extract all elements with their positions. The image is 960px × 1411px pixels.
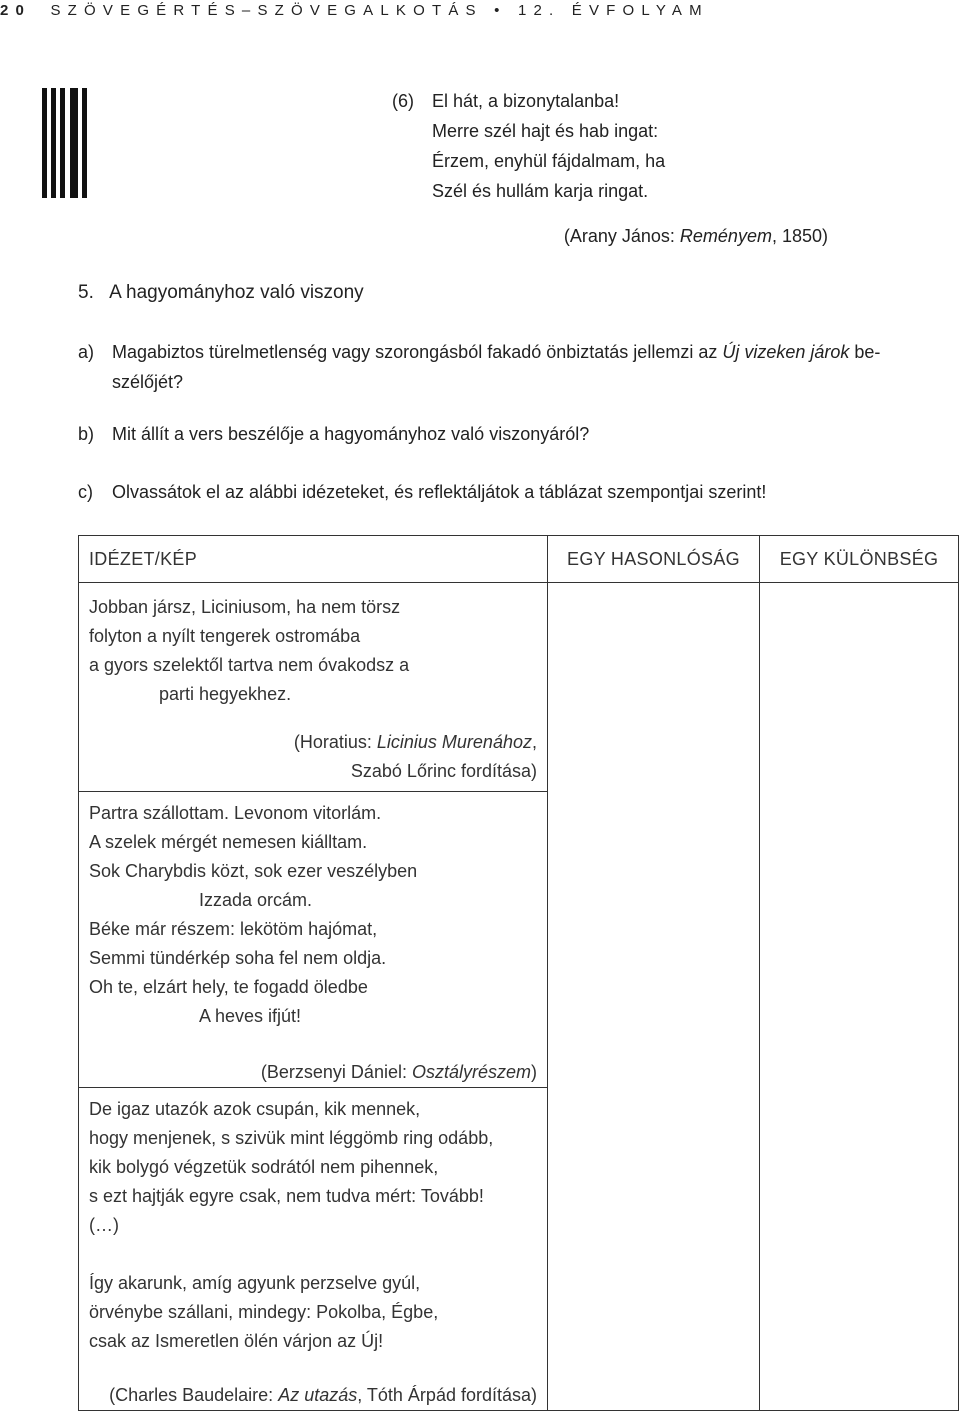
stanza-line: Szél és hullám karja ringat. (432, 181, 649, 201)
section-heading (78, 282, 364, 304)
stanza-number: (6) (392, 91, 414, 111)
stanza-line: Érzem, enyhül fájdalmam, ha (432, 151, 666, 171)
running-title: SZÖVEGÉRTÉS–SZÖVEGALKOTÁS • 12. ÉVFOLYAM (50, 2, 709, 19)
citation-title: Reményem (679, 226, 772, 246)
question-c: c) Olvassátok el az alábbi idézeteket, és reflektáljátok a táblázat szempontjai szerint! (78, 477, 958, 507)
question-b: b) Mit állít a vers beszélője a hagyományhoz való viszonyáról? (78, 419, 958, 449)
question-label: c) (78, 482, 93, 502)
column-header-similarity: EGY HASONLÓSÁG (548, 536, 760, 583)
section-title: A hagyományhoz való viszony (109, 282, 364, 303)
table-row (79, 583, 959, 792)
running-header (0, 2, 709, 19)
table-header-row (79, 536, 959, 583)
column-header-quote: IDÉZET/KÉP (79, 536, 548, 583)
quote-cell-horatius: Jobban jársz, Liciniusom, ha nem törsz folyton a nyílt tengerek ostromába a gyors szelektől tartva nem óvakodsz a parti hegyekhez. (Horatius: Licinius Murenához, Szabó Lőrinc fordítása) (79, 583, 548, 792)
answer-cell-difference[interactable] (760, 583, 959, 1411)
quote-cell-berzsenyi: Partra szállottam. Levonom vitorlám. A szelek mérgét nemesen kiálltam. Sok Charybdis közt, sok ezer veszélyben Izzada orcám. Béke már részem: lekötöm hajómat, Semmi tündérkép soha fel nem oldja. Oh te, elzárt hely, te fogadd öledbe A heves ifjút! (Berzsenyi Dániel: Osztályrészem) (79, 792, 548, 1088)
quote-source: (Charles Baudelaire: Az utazás, Tóth Árpád fordítása) (109, 1385, 537, 1405)
stanza-line: El hát, a bizonytalanba! (432, 91, 620, 111)
answer-cell-similarity[interactable] (548, 583, 760, 1411)
question-label: a) (78, 342, 95, 362)
quote-source: (Horatius: Licinius Murenához, Szabó Lőrinc fordítása) (293, 732, 537, 781)
decorative-bars (42, 88, 92, 198)
quote-source: (Berzsenyi Dániel: Osztályrészem) (260, 1062, 537, 1082)
stanza-line: Merre szél hajt és hab ingat: (432, 121, 659, 141)
page-number: 20 (0, 2, 32, 19)
section-number: 5. (78, 282, 94, 303)
poem-citation: (Arany János: Reményem, 1850) (563, 226, 828, 246)
quote-cell-baudelaire: De igaz utazók azok csupán, kik mennek, hogy menjenek, s szivük mint léggömb ring odább, kik bolygó végzetük sodrától nem pihennek, s ezt hajtják egyre csak, nem tudva mért: Tovább! (…) Így akarunk, amíg agyunk perzselve gyúl, örvénybe szállani, mindegy: Pokolba, Égbe, csak az Ismeretlen ölén várjon az Új! (Charles Baudelaire: Az utazás, Tóth Árpád fordítása) (79, 1088, 548, 1411)
column-header-difference: EGY KÜLÖNBSÉG (760, 536, 959, 583)
question-label: b) (78, 424, 95, 444)
question-a: a) Magabiztos türelmetlenség vagy szorongásból fakadó önbiztatás jellemzi az Új vizeken járok be- szélőjét? (78, 337, 958, 397)
reflection-table (78, 535, 959, 1411)
